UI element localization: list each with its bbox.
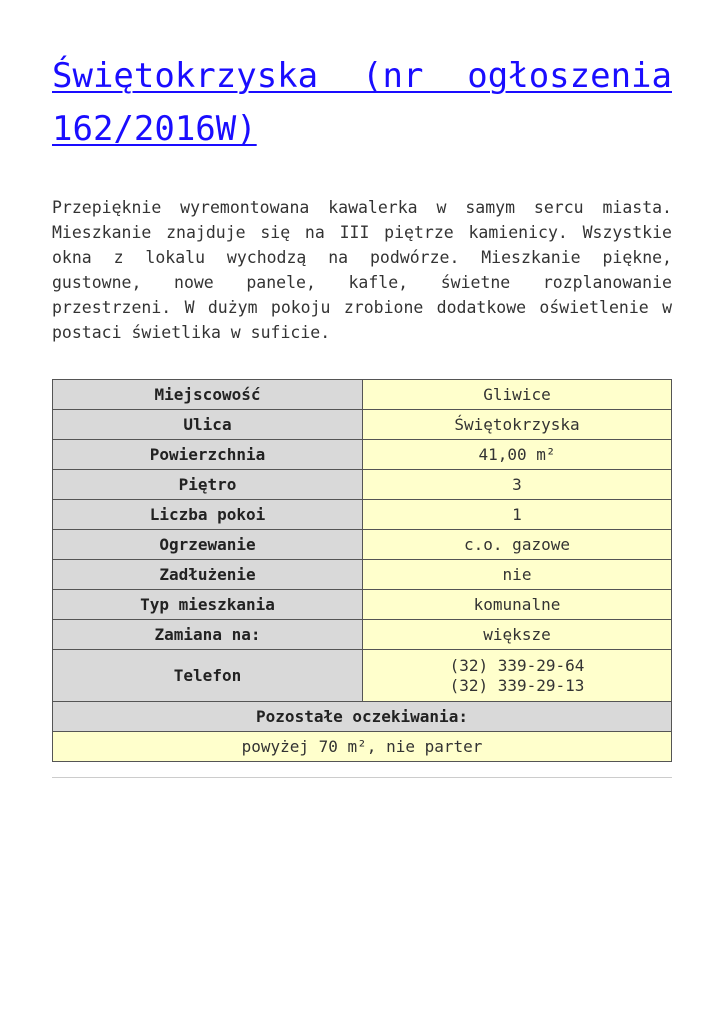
table-row xyxy=(53,410,672,440)
row-value-street: Świętokrzyska xyxy=(363,410,672,440)
row-label-type: Typ mieszkania xyxy=(53,590,363,620)
table-row xyxy=(53,530,672,560)
table-row xyxy=(53,590,672,620)
row-label-floor: Piętro xyxy=(53,470,363,500)
listing-title xyxy=(52,50,672,156)
row-label-phone: Telefon xyxy=(53,650,363,702)
table-row xyxy=(53,732,672,762)
row-label-area: Powierzchnia xyxy=(53,440,363,470)
phone-number-1[interactable]: (32) 339-29-64 xyxy=(449,655,585,675)
table-row xyxy=(53,440,672,470)
row-label-rooms: Liczba pokoi xyxy=(53,500,363,530)
details-table xyxy=(52,379,672,762)
row-label-street: Ulica xyxy=(53,410,363,440)
row-label-city: Miejscowość xyxy=(53,380,363,410)
row-label-exchange: Zamiana na: xyxy=(53,620,363,650)
table-row xyxy=(53,702,672,732)
table-row xyxy=(53,380,672,410)
row-value-debt: nie xyxy=(363,560,672,590)
expectations-label: Pozostałe oczekiwania: xyxy=(53,702,672,732)
row-value-rooms: 1 xyxy=(363,500,672,530)
expectations-value: powyżej 70 m², nie parter xyxy=(53,732,672,762)
row-value-floor: 3 xyxy=(363,470,672,500)
row-value-exchange: większe xyxy=(363,620,672,650)
row-value-city: Gliwice xyxy=(363,380,672,410)
phone-number-2[interactable]: (32) 339-29-13 xyxy=(449,675,585,695)
table-row xyxy=(53,470,672,500)
listing-title-link[interactable]: Świętokrzyska (nr ogłoszenia 162/2016W) xyxy=(52,56,672,149)
listing-page xyxy=(52,50,672,778)
table-row xyxy=(53,560,672,590)
row-value-phone xyxy=(363,650,672,702)
row-label-debt: Zadłużenie xyxy=(53,560,363,590)
divider xyxy=(52,777,672,778)
table-row xyxy=(53,650,672,702)
row-value-heating: c.o. gazowe xyxy=(363,530,672,560)
row-value-type: komunalne xyxy=(363,590,672,620)
row-value-area: 41,00 m² xyxy=(363,440,672,470)
row-label-heating: Ogrzewanie xyxy=(53,530,363,560)
table-row xyxy=(53,500,672,530)
listing-description: Przepięknie wyremontowana kawalerka w samym sercu miasta. Mieszkanie znajduje się na III piętrze kamienicy. Wszystkie okna z lokalu wychodzą na podwórze. Mieszkanie piękne, gustowne, nowe panele, kafle, świetne rozplanowanie przestrzeni. W dużym pokoju zrobione dodatkowe oświetlenie w postaci świetlika w suficie. xyxy=(52,198,672,342)
table-row xyxy=(53,620,672,650)
